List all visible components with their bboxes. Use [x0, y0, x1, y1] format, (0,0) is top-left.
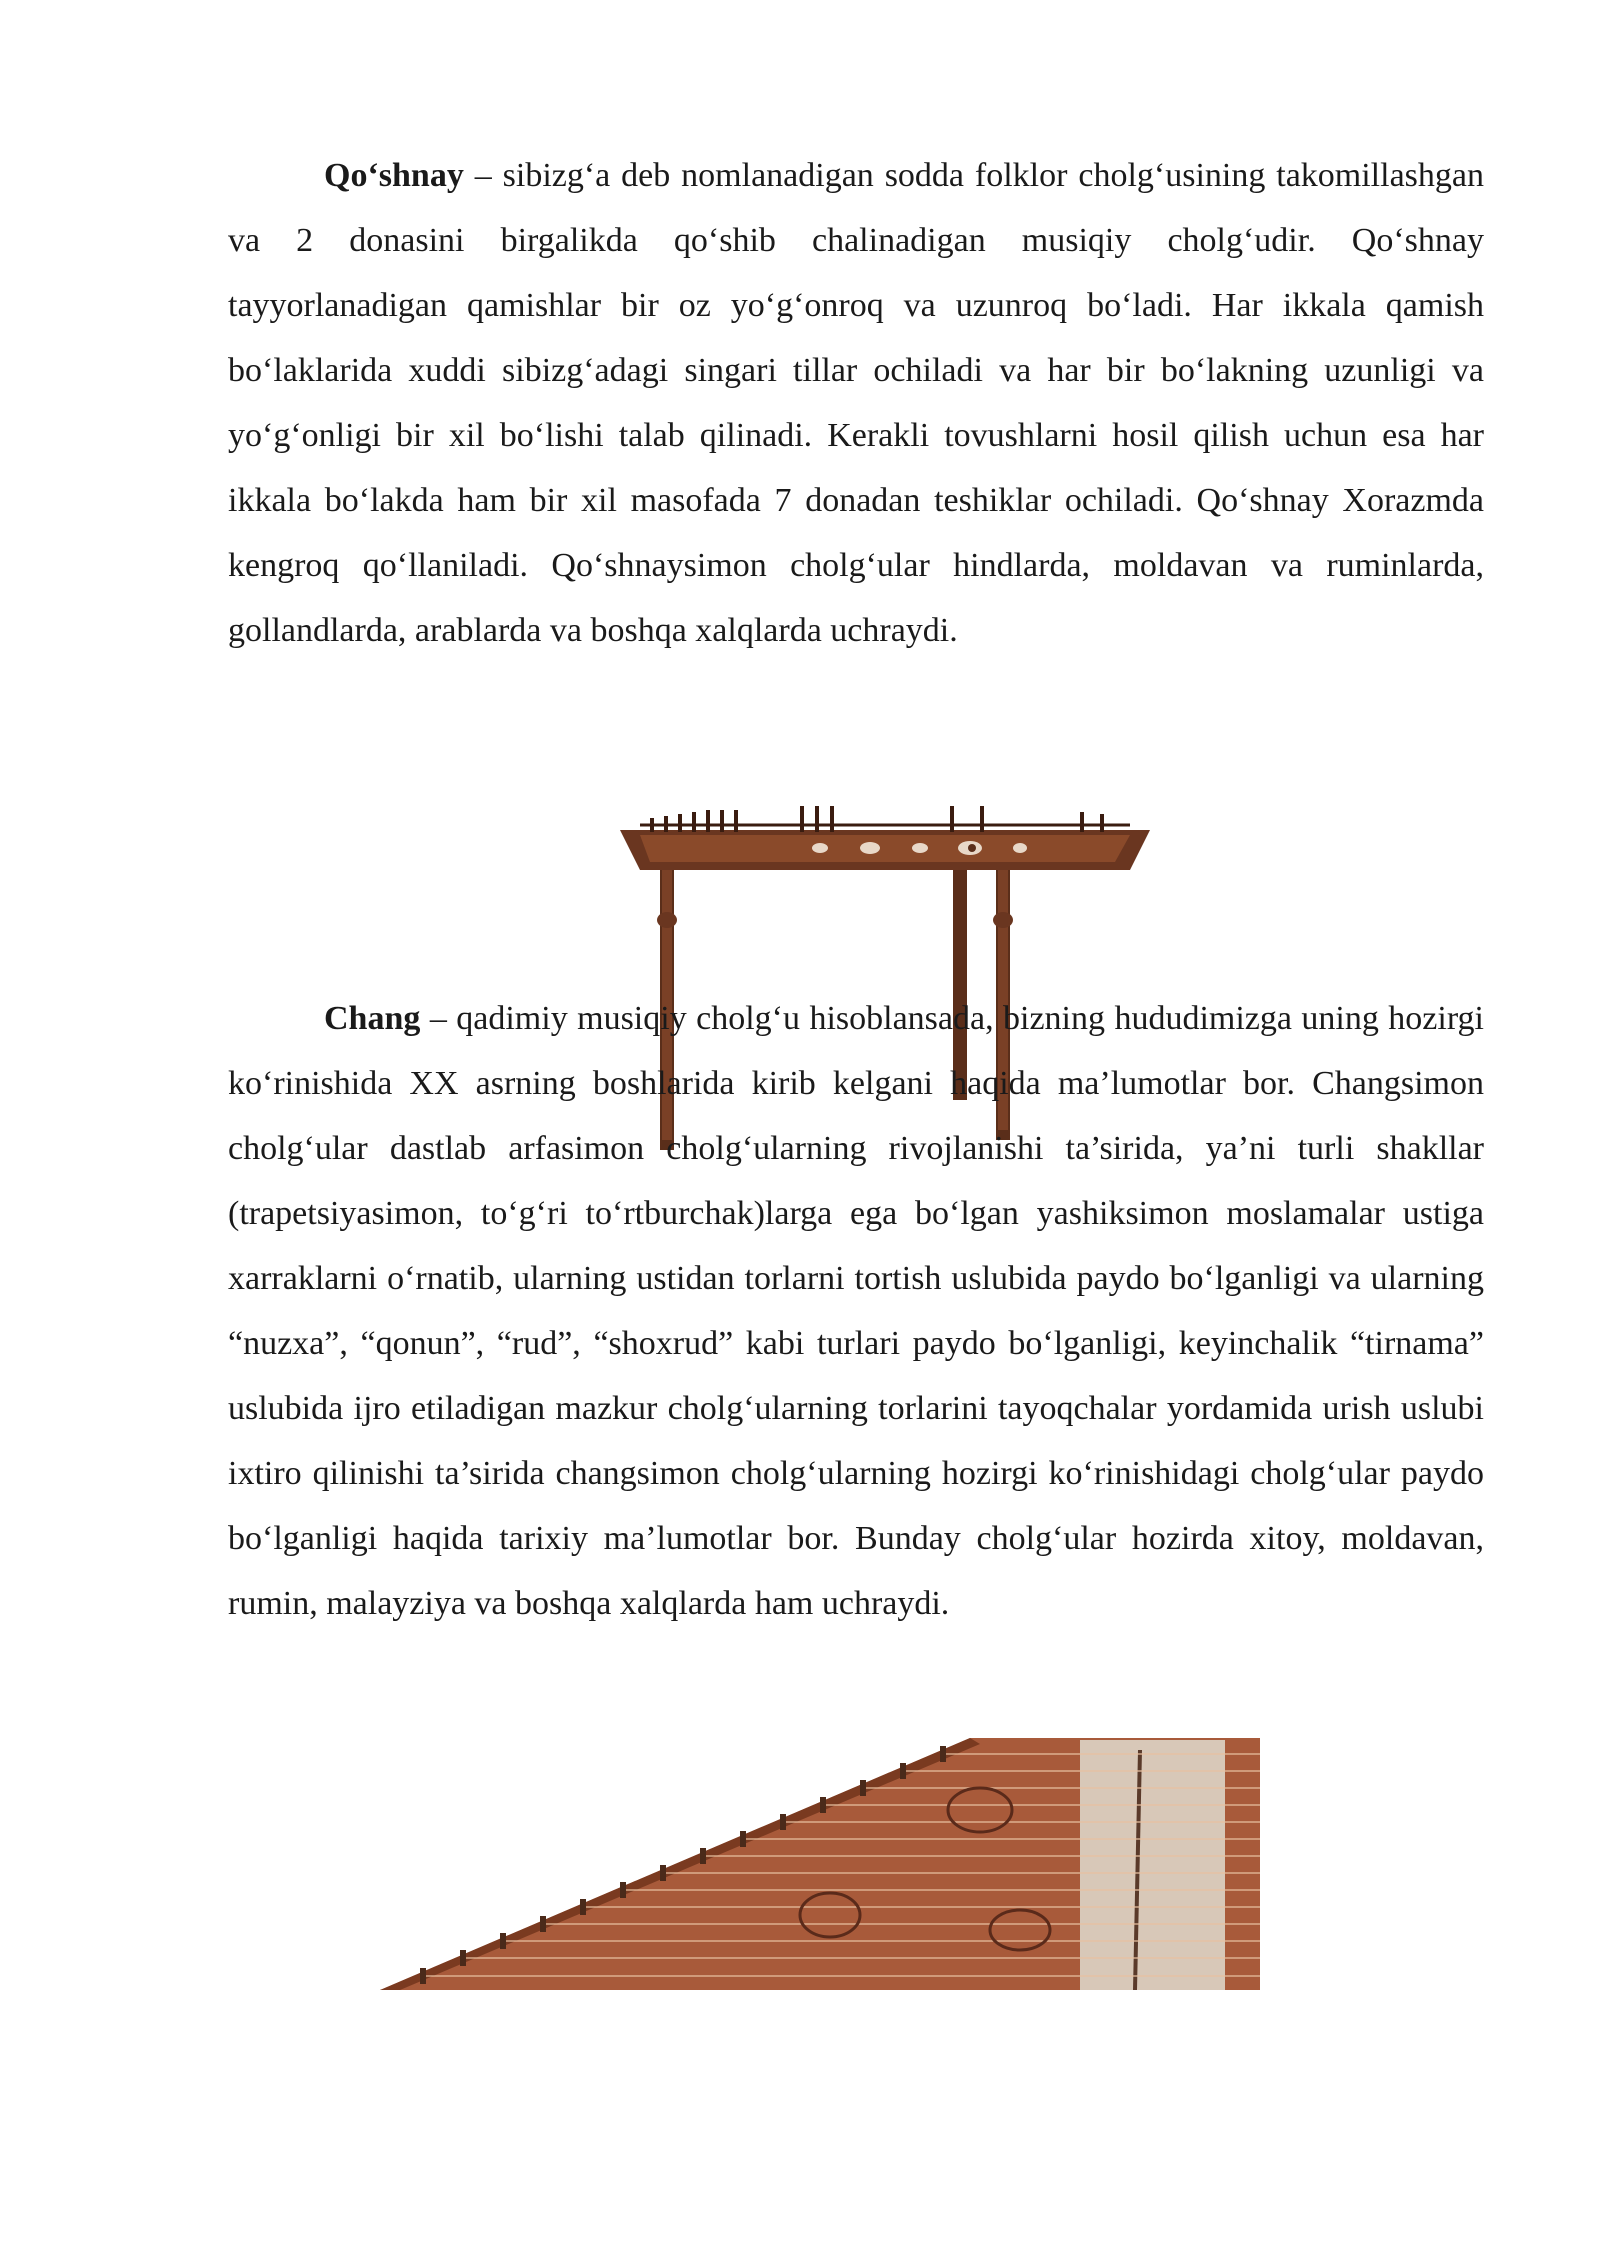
text-chang: – qadimiy musiqiy cholg‘u hisoblansada, bizning hududimizga uning hozirgi ko‘rinishida XX asrning boshlarida kirib kelgani haqida ma’lumotlar bor. Changsimon cholg‘ular dastlab arfasimon cholg‘ularning rivojlanishi ta’sirida, ya’ni turli shakllar (trapetsiyasimon, to‘g‘ri to‘rtburchak)larga ega bo‘lgan yashiksimon moslamalar ustiga xarraklarni o‘rnatib, ularning ustidan torlarni tortish uslubida paydo bo‘lganligi va ularning “nuzxa”, “qonun”, “rud”, “shoxrud” kabi turlari paydo bo‘lganligi, keyinchalik “tirnama” uslubida ijro etiladigan mazkur cholg‘ularning torlarini tayoqchalar yordamida urish uslubi ixtiro qilinishi ta’sirida changsimon cholg‘ularning hozirgi ko‘rinishidagi cholg‘ular paydo bo‘lganligi haqida tarixiy ma’lumotlar bor. Bunday cholg‘ular hozirda xitoy, moldavan, rumin, malayziya va boshqa xalqlarda ham uchraydi.	[228, 1000, 1484, 1622]
paragraph-qoshnay	[228, 143, 1484, 663]
paragraph-chang	[228, 986, 1484, 1636]
term-chang: Chang	[324, 1000, 421, 1037]
text-qoshnay: – sibizg‘a deb nomlanadigan sodda folklor cholg‘usining takomillashgan va 2 donasini birgalikda qo‘shib chalinadigan musiqiy cholg‘udir. Qo‘shnay tayyorlanadigan qamishlar bir oz yo‘g‘onroq va uzunroq bo‘ladi. Har ikkala qamish bo‘laklarida xuddi sibizg‘adagi singari tillar ochiladi va har bir bo‘lakning uzunligi va yo‘g‘onligi bir xil bo‘lishi talab qilinadi. Kerakli tovushlarni hosil qilish uchun esa har ikkala bo‘lakda ham bir xil masofada 7 donadan teshiklar ochiladi. Qo‘shnay Xorazmda kengroq qo‘llaniladi. Qo‘shnaysimon cholg‘ular hindlarda, moldavan va ruminlarda, gollandlarda, arablarda va boshqa xalqlarda uchraydi.	[228, 157, 1484, 649]
chang-instrument-image	[380, 1720, 1280, 2020]
term-qoshnay: Qo‘shnay	[324, 157, 464, 194]
